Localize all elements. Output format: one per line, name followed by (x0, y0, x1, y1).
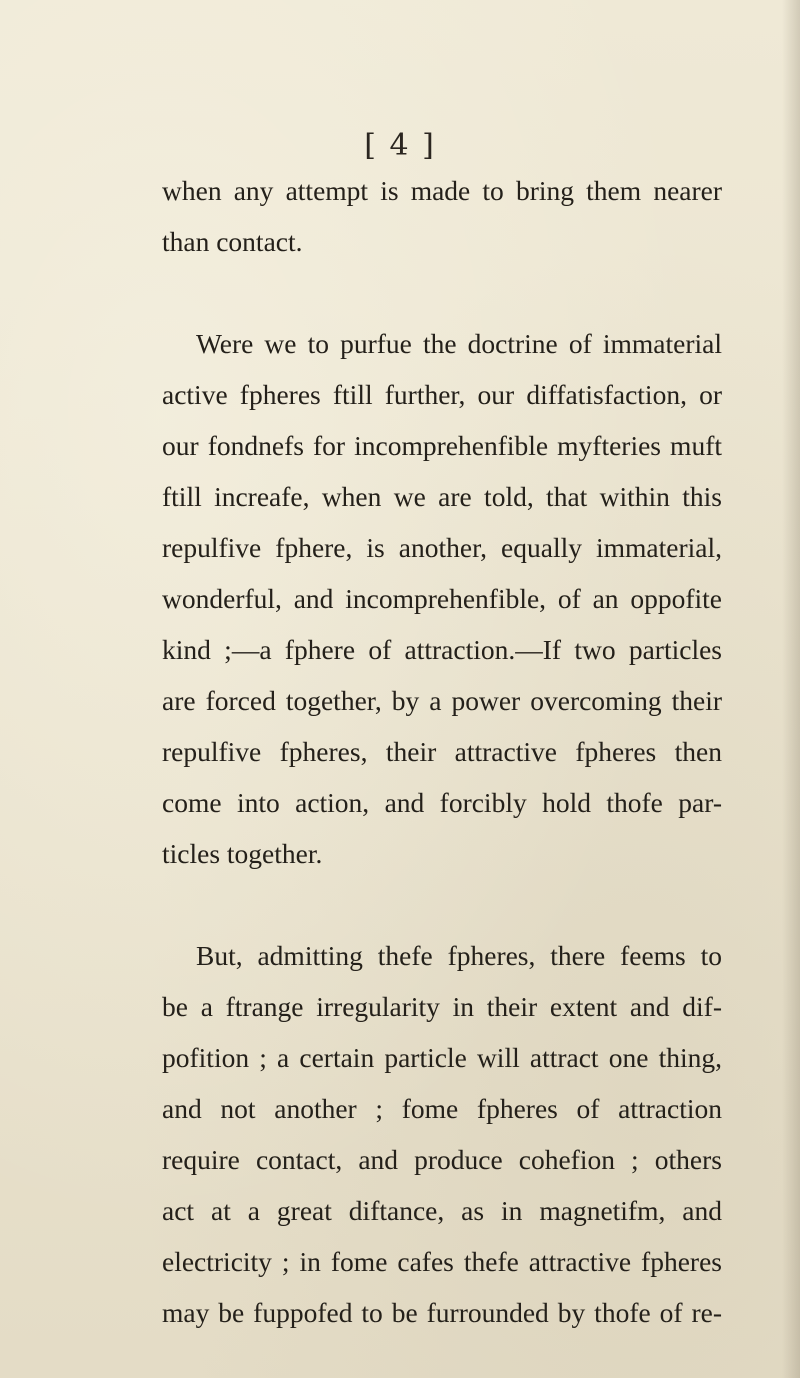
body-text (162, 165, 722, 1338)
paragraph-gap (162, 879, 722, 930)
text-line: ticles together. (162, 838, 323, 869)
text-line: be a ftrange irregularity in their extent and dif- (162, 991, 722, 1022)
text-line: electricity ; in fome cafes thefe attractive fpheres (162, 1246, 722, 1277)
page-number: [ 4 ] (364, 128, 436, 163)
paragraph-gap (162, 267, 722, 318)
text-line: pofition ; a certain particle will attract one thing, (162, 1042, 722, 1073)
text-line: active fpheres ftill further, our diffatisfaction, or (162, 379, 722, 410)
text-line: require contact, and produce cohefion ; others (162, 1144, 722, 1175)
text-line: repulfive fphere, is another, equally immaterial, (162, 532, 722, 563)
text-line: But, admitting thefe fpheres, there feems to (196, 940, 722, 971)
text-line: come into action, and forcibly hold thofe par- (162, 787, 722, 818)
text-line: act at a great diftance, as in magnetifm, and (162, 1195, 722, 1226)
text-line: and not another ; fome fpheres of attraction (162, 1093, 722, 1124)
text-line: our fondnefs for incomprehenfible myfteries muft (162, 430, 722, 461)
text-line: may be fuppofed to be furrounded by thofe of re- (162, 1297, 722, 1328)
text-line: wonderful, and incomprehenfible, of an oppofite (162, 583, 722, 614)
text-line: when any attempt is made to bring them nearer (162, 175, 722, 206)
text-line: Were we to purfue the doctrine of immaterial (196, 328, 722, 359)
text-line: ftill increafe, when we are told, that within this (162, 481, 722, 512)
page-edge-shadow (782, 0, 800, 1378)
text-line: repulfive fpheres, their attractive fpheres then (162, 736, 722, 767)
text-line: are forced together, by a power overcoming their (162, 685, 722, 716)
text-line: kind ;—a fphere of attraction.—If two particles (162, 634, 722, 665)
text-line: than contact. (162, 226, 303, 257)
